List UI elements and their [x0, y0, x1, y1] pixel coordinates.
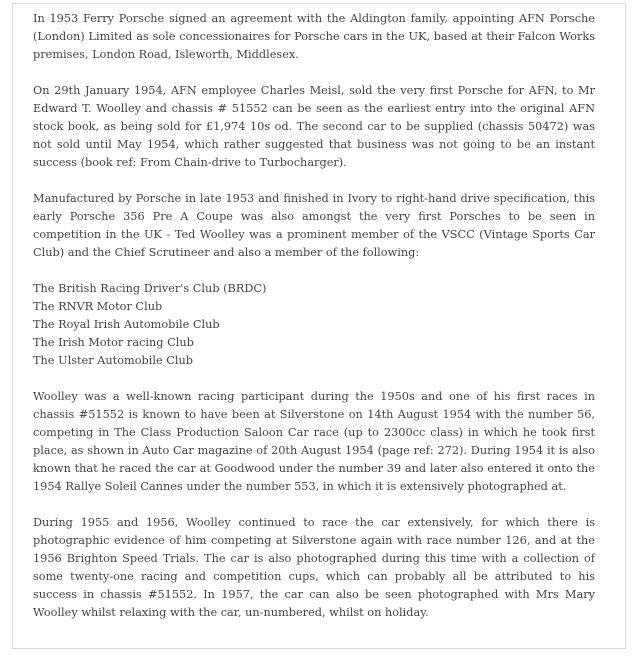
- article-body: [33, 10, 595, 640]
- paragraph-car-description: Manufactured by Porsche in late 1953 and finished in Ivory to right-hand drive specification, this early Porsche 356 Pre A Coupe was also amongst the very first Porsches to be seen in competition in the UK - Ted Woolley was a prominent member of the VSCC (Vintage Sports Car Club) and the Chief Scrutineer and also a member of the following:: [33, 192, 595, 259]
- list-item: The British Racing Driver's Club (BRDC): [33, 282, 267, 295]
- club-membership-list: [33, 280, 595, 370]
- paragraph-first-sale: On 29th January 1954, AFN employee Charles Meisl, sold the very first Porsche for AFN, to Mr Edward T. Woolley and chassis # 51552 can be seen as the earliest entry into the original AFN stock book, as being sold for £1,974 10s od. The second car to be supplied (chassis 50472) was not sold until May 1954, which rather suggested that business was not going to be an instant success (book ref: From Chain-drive to Turbocharger).: [33, 84, 595, 169]
- paragraph-racing-history: Woolley was a well-known racing participant during the 1950s and one of his first races in chassis #51552 is known to have been at Silverstone on 14th August 1954 with the number 56, competing in The Class Production Saloon Car race (up to 2300cc class) in which he took first place, as shown in Auto Car magazine of 20th August 1954 (page ref: 272). During 1954 it is also known that he raced the car at Goodwood under the number 39 and later also entered it onto the 1954 Rallye Soleil Cannes under the number 553, in which it is extensively photographed at.: [33, 390, 595, 493]
- paragraph-afn-agreement: In 1953 Ferry Porsche signed an agreement with the Aldington family, appointing AFN Porsche (London) Limited as sole concessionaires for Porsche cars in the UK, based at their Falcon Works premises, London Road, Isleworth, Middlesex.: [33, 12, 595, 61]
- paragraph-later-racing: During 1955 and 1956, Woolley continued to race the car extensively, for which there is photographic evidence of him competing at Silverstone again with race number 126, and at the 1956 Brighton Speed Trials. The car is also photographed during this time with a collection of some twenty-one racing and competition cups, which can probably all be attributed to his success in chassis #51552. In 1957, the car can also be seen photographed with Mrs Mary Woolley whilst relaxing with the car, un-numbered, whilst on holiday.: [33, 516, 595, 619]
- list-item: The Royal Irish Automobile Club: [33, 318, 220, 331]
- list-item: The RNVR Motor Club: [33, 300, 163, 313]
- list-item: The Irish Motor racing Club: [33, 336, 194, 349]
- list-item: The Ulster Automobile Club: [33, 354, 194, 367]
